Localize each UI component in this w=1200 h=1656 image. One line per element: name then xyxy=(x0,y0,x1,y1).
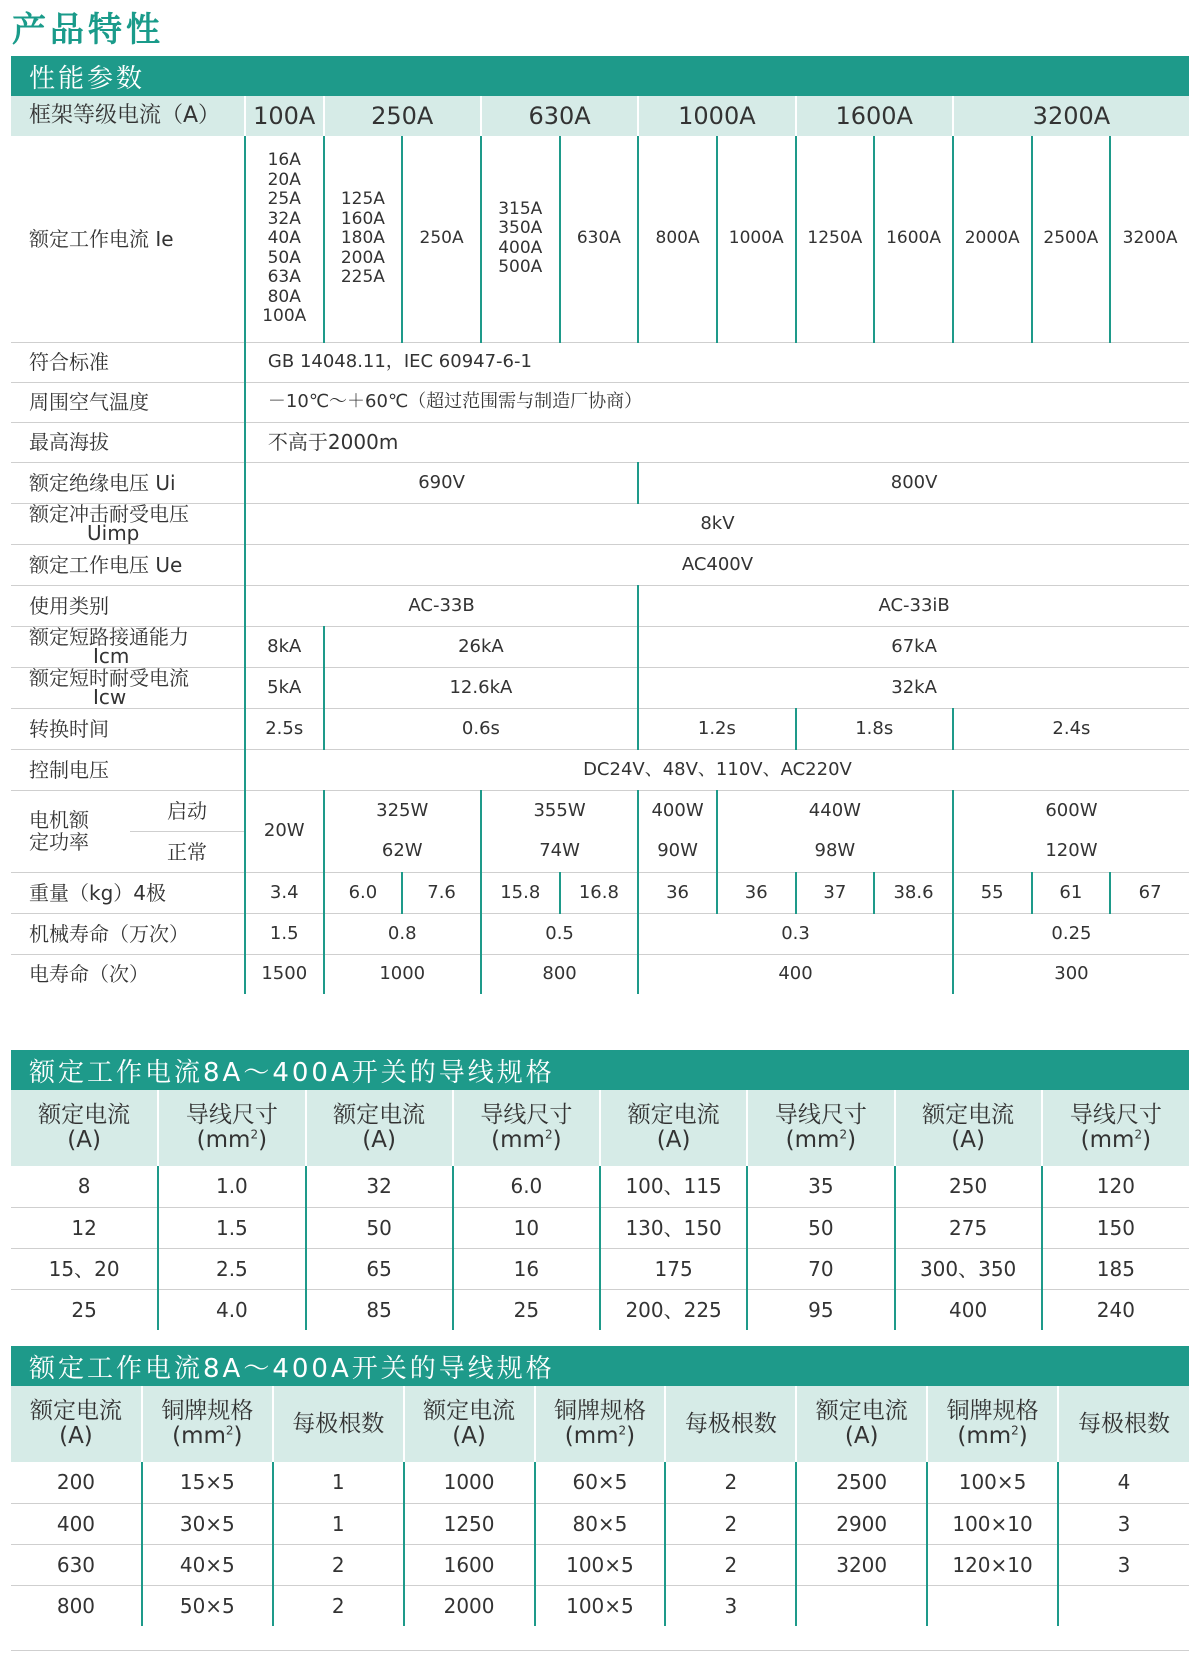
wire-size-cell: 120 xyxy=(1042,1166,1189,1207)
electrical-life-value: 300 xyxy=(1054,963,1089,985)
mechanical-life-value: 0.25 xyxy=(953,913,1189,954)
wire-size-cell: 2.5 xyxy=(158,1248,305,1289)
wire-header-size: 导线尺寸 $(mm^2)$ xyxy=(453,1090,600,1166)
wire-current-cell: 8 xyxy=(11,1166,158,1207)
electrical-life-row xyxy=(11,954,1189,994)
ie-label: 额定工作电流 Ie xyxy=(11,136,245,342)
busbar-count-cell: 2 xyxy=(665,1544,796,1585)
busbar-header-count: 每极根数 xyxy=(665,1386,796,1462)
wire-row xyxy=(11,1289,1189,1330)
temperature-label: 周围空气温度 xyxy=(11,382,245,422)
weight-value: 6.0 xyxy=(324,872,403,913)
wire-current-cell: 100、115 xyxy=(600,1166,747,1207)
spec-table xyxy=(11,96,1189,994)
frame-value: 630A xyxy=(481,96,638,136)
ie-value: 16A 20A 25A 32A 40A 50A 63A 80A 100A xyxy=(245,136,324,342)
busbar-header-count: 每极根数 xyxy=(1058,1386,1189,1462)
busbar-spec-cell: 50×5 xyxy=(142,1585,273,1626)
ie-value: 2000A xyxy=(953,136,1032,342)
frame-label: 框架等级电流（A） xyxy=(11,96,245,136)
busbar-spec-cell: 100×5 xyxy=(535,1544,666,1585)
wire-header-size: 导线尺寸 $(mm^2)$ xyxy=(1042,1090,1189,1166)
wire-current-cell: 12 xyxy=(11,1207,158,1248)
wire-header-size: 导线尺寸 $(mm^2)$ xyxy=(158,1090,305,1166)
busbar-current-cell: 2000 xyxy=(404,1585,535,1626)
motor-normal-value: 62W xyxy=(324,831,481,872)
ue-row xyxy=(11,544,1189,585)
busbar-header-count: 每极根数 xyxy=(273,1386,404,1462)
busbar-spec-cell: 60×5 xyxy=(535,1462,666,1503)
weight-value: 37 xyxy=(796,872,875,913)
page-title: 产品特性 xyxy=(12,10,164,50)
motor-normal-value: 74W xyxy=(481,831,638,872)
switch-time-value: 1.2s xyxy=(638,708,795,749)
icw-row xyxy=(11,667,1189,708)
wire-current-cell: 275 xyxy=(895,1207,1042,1248)
busbar-header-spec: 铜牌规格 $(mm^2)$ xyxy=(927,1386,1058,1462)
weight-value: 3.4 xyxy=(245,872,324,913)
ie-value: 800A xyxy=(638,136,717,342)
busbar-count-cell xyxy=(1058,1585,1189,1626)
icw-value: 12.6kA xyxy=(324,667,639,708)
electrical-life-value: 400 xyxy=(638,954,953,994)
busbar-current-cell: 2900 xyxy=(796,1503,927,1544)
weight-value: 36 xyxy=(717,872,796,913)
busbar-header-spec: 铜牌规格 $(mm^2)$ xyxy=(535,1386,666,1462)
wire-current-cell: 25 xyxy=(11,1289,158,1330)
section-header-busbar-spec: 额定工作电流8A～400A开关的导线规格 xyxy=(11,1346,1189,1386)
busbar-spec-cell: 100×5 xyxy=(535,1585,666,1626)
category-label: 使用类别 xyxy=(11,585,245,626)
wire-row xyxy=(11,1166,1189,1207)
busbar-row xyxy=(11,1585,1189,1626)
motor-start-value: 400W xyxy=(638,790,717,831)
motor-normal-value: 90W xyxy=(638,831,717,872)
wire-size-cell: 6.0 xyxy=(453,1166,600,1207)
altitude-value: 不高于2000m xyxy=(245,422,1189,462)
motor-start-label: 启动 xyxy=(130,790,245,831)
busbar-count-cell: 3 xyxy=(1058,1544,1189,1585)
busbar-spec-table xyxy=(11,1386,1189,1626)
icm-label: 额定短路接通能力 Icm xyxy=(11,626,245,667)
wire-current-cell: 15、20 xyxy=(11,1248,158,1289)
wire-current-cell: 65 xyxy=(306,1248,453,1289)
busbar-current-cell: 1000 xyxy=(404,1462,535,1503)
motor-start-row xyxy=(11,790,1189,831)
control-voltage-row xyxy=(11,749,1189,790)
weight-value: 7.6 xyxy=(402,872,481,913)
motor-common-value: 20W xyxy=(245,790,324,872)
weight-value: 61 xyxy=(1032,872,1111,913)
busbar-current-cell: 3200 xyxy=(796,1544,927,1585)
mechanical-life-value: 0.3 xyxy=(638,913,953,954)
busbar-count-cell: 2 xyxy=(665,1503,796,1544)
ie-value: 2500A xyxy=(1032,136,1111,342)
busbar-spec-cell: 100×5 xyxy=(927,1462,1058,1503)
wire-header-size: 导线尺寸 $(mm^2)$ xyxy=(747,1090,894,1166)
weight-value: 67 xyxy=(1110,872,1189,913)
ie-value: 630A xyxy=(560,136,639,342)
busbar-header-spec: 铜牌规格 $(mm^2)$ xyxy=(142,1386,273,1462)
wire-current-cell: 300、350 xyxy=(895,1248,1042,1289)
wire-size-cell: 10 xyxy=(453,1207,600,1248)
weight-value: 15.8 xyxy=(481,872,560,913)
wire-current-cell: 200、225 xyxy=(600,1289,747,1330)
motor-normal-label: 正常 xyxy=(130,831,245,872)
wire-size-cell: 240 xyxy=(1096,1297,1135,1322)
electrical-life-label: 电寿命（次） xyxy=(11,954,245,994)
electrical-life-value: 1000 xyxy=(324,954,481,994)
ie-value: 3200A xyxy=(1110,136,1189,342)
busbar-spec-cell: 30×5 xyxy=(142,1503,273,1544)
category-value: AC-33B xyxy=(245,585,638,626)
wire-size-cell: 4.0 xyxy=(158,1289,305,1330)
ue-label: 额定工作电压 Ue xyxy=(11,544,245,585)
electrical-life-value: 1500 xyxy=(245,954,324,994)
busbar-row xyxy=(11,1544,1189,1585)
icm-value: 8kA xyxy=(245,626,324,667)
busbar-row xyxy=(11,1503,1189,1544)
wire-current-cell: 32 xyxy=(306,1166,453,1207)
wire-size-cell: 16 xyxy=(453,1248,600,1289)
ie-value: 125A 160A 180A 200A 225A xyxy=(324,136,403,342)
busbar-count-cell: 1 xyxy=(273,1462,404,1503)
busbar-header-row xyxy=(11,1386,1189,1462)
control-voltage-value: DC24V、48V、110V、AC220V xyxy=(245,749,1189,790)
switch-time-value: 0.6s xyxy=(324,708,639,749)
busbar-header-current: 额定电流 (A) xyxy=(796,1386,927,1462)
icw-value: 5kA xyxy=(245,667,324,708)
wire-header-current: 额定电流 (A) xyxy=(306,1090,453,1166)
busbar-current-cell: 800 xyxy=(11,1585,142,1626)
category-row xyxy=(11,585,1189,626)
ie-value: 1250A xyxy=(796,136,875,342)
icm-row xyxy=(11,626,1189,667)
motor-start-value: 440W xyxy=(717,790,953,831)
switch-time-value: 2.5s xyxy=(245,708,324,749)
wire-size-cell: 1.0 xyxy=(158,1166,305,1207)
busbar-count-cell: 2 xyxy=(273,1585,404,1626)
mechanical-life-value: 0.5 xyxy=(481,913,638,954)
wire-size-cell: 95 xyxy=(747,1289,894,1330)
uimp-value: 8kV xyxy=(245,503,1189,544)
icm-value: 67kA xyxy=(638,626,1189,667)
ie-value: 250A xyxy=(402,136,481,342)
ue-value: AC400V xyxy=(245,544,1189,585)
ie-value: 1000A xyxy=(717,136,796,342)
uimp-row xyxy=(11,503,1189,544)
weight-value: 36 xyxy=(638,872,717,913)
mechanical-life-label: 机械寿命（万次） xyxy=(11,913,245,954)
icm-value: 26kA xyxy=(324,626,639,667)
wire-current-cell: 250 xyxy=(895,1166,1042,1207)
wire-header-current: 额定电流 (A) xyxy=(11,1090,158,1166)
busbar-current-cell: 630 xyxy=(11,1544,142,1585)
busbar-count-cell: 3 xyxy=(1058,1503,1189,1544)
wire-size-cell: 185 xyxy=(1042,1248,1189,1289)
wire-spec-table xyxy=(11,1090,1189,1330)
uimp-label: 额定冲击耐受电压 Uimp xyxy=(11,503,245,544)
busbar-header-current: 额定电流 (A) xyxy=(404,1386,535,1462)
ie-value: 1600A xyxy=(874,136,953,342)
motor-normal-row xyxy=(11,831,1189,872)
busbar-spec-cell: 15×5 xyxy=(142,1462,273,1503)
busbar-spec-cell xyxy=(927,1585,1058,1626)
category-value: AC-33iB xyxy=(638,585,1189,626)
frame-value: 1600A xyxy=(796,96,953,136)
busbar-current-cell: 2500 xyxy=(796,1462,927,1503)
wire-current-cell: 400 xyxy=(895,1289,1042,1330)
wire-size-cell: 70 xyxy=(747,1248,894,1289)
icw-value: 32kA xyxy=(638,667,1189,708)
busbar-spec-cell: 100×10 xyxy=(927,1503,1058,1544)
icw-label: 额定短时耐受电流 Icw xyxy=(11,667,245,708)
busbar-count-cell: 2 xyxy=(665,1462,796,1503)
busbar-count-cell: 3 xyxy=(665,1585,796,1626)
mechanical-life-value: 0.8 xyxy=(324,913,481,954)
standard-label: 符合标准 xyxy=(11,342,245,382)
busbar-current-cell: 1250 xyxy=(404,1503,535,1544)
busbar-spec-cell: 80×5 xyxy=(535,1503,666,1544)
frame-value: 100A xyxy=(245,96,324,136)
wire-size-cell: 150 xyxy=(1042,1207,1189,1248)
mechanical-life-value: 1.5 xyxy=(245,913,324,954)
altitude-row xyxy=(11,422,1189,462)
ui-label: 额定绝缘电压 Ui xyxy=(11,462,245,503)
busbar-count-cell: 1 xyxy=(273,1503,404,1544)
motor-power-label: 电机额 定功率 xyxy=(11,790,130,872)
wire-header-current: 额定电流 (A) xyxy=(895,1090,1042,1166)
switch-time-row xyxy=(11,708,1189,749)
weight-row xyxy=(11,872,1189,913)
altitude-label: 最高海拔 xyxy=(11,422,245,462)
wire-row xyxy=(11,1207,1189,1248)
mechanical-life-row xyxy=(11,913,1189,954)
temperature-row xyxy=(11,382,1189,422)
wire-current-cell: 85 xyxy=(306,1289,453,1330)
control-voltage-label: 控制电压 xyxy=(11,749,245,790)
section-header-wire-spec: 额定工作电流8A～400A开关的导线规格 xyxy=(11,1050,1189,1090)
motor-normal-value: 98W xyxy=(717,831,953,872)
weight-value: 55 xyxy=(953,872,1032,913)
wire-row xyxy=(11,1248,1189,1289)
busbar-spec-cell: 40×5 xyxy=(142,1544,273,1585)
wire-size-cell: 25 xyxy=(453,1289,600,1330)
bottom-rule xyxy=(11,1650,1189,1651)
busbar-spec-cell: 120×10 xyxy=(927,1544,1058,1585)
busbar-count-cell: 2 xyxy=(273,1544,404,1585)
weight-value: 38.6 xyxy=(874,872,953,913)
switch-time-value: 1.8s xyxy=(796,708,953,749)
busbar-current-cell: 200 xyxy=(11,1462,142,1503)
wire-header-current: 额定电流 (A) xyxy=(600,1090,747,1166)
busbar-current-cell: 1600 xyxy=(404,1544,535,1585)
weight-label: 重量（kg）4极 xyxy=(11,872,245,913)
motor-start-value: 355W xyxy=(481,790,638,831)
standard-value: GB 14048.11，IEC 60947-6-1 xyxy=(245,342,1189,382)
ie-row xyxy=(11,136,1189,342)
frame-value: 3200A xyxy=(953,96,1189,136)
frame-value: 1000A xyxy=(638,96,795,136)
temperature-value: －10℃～＋60℃（超过范围需与制造厂协商） xyxy=(245,382,1189,422)
wire-size-cell: 35 xyxy=(747,1166,894,1207)
wire-header-row xyxy=(11,1090,1189,1166)
ui-value: 690V xyxy=(245,462,638,503)
wire-current-cell: 130、150 xyxy=(600,1207,747,1248)
motor-start-value: 600W xyxy=(1045,799,1098,821)
busbar-current-cell: 400 xyxy=(11,1503,142,1544)
weight-value: 16.8 xyxy=(560,872,639,913)
busbar-current-cell xyxy=(796,1585,927,1626)
wire-size-cell: 1.5 xyxy=(158,1207,305,1248)
electrical-life-value: 800 xyxy=(481,954,638,994)
frame-value: 250A xyxy=(324,96,481,136)
busbar-row xyxy=(11,1462,1189,1503)
busbar-header-current: 额定电流 (A) xyxy=(11,1386,142,1462)
wire-current-cell: 50 xyxy=(306,1207,453,1248)
motor-normal-value: 120W xyxy=(953,831,1189,872)
ui-row xyxy=(11,462,1189,503)
switch-time-label: 转换时间 xyxy=(11,708,245,749)
ui-value: 800V xyxy=(638,462,1189,503)
switch-time-value: 2.4s xyxy=(953,708,1189,749)
wire-size-cell: 50 xyxy=(747,1207,894,1248)
frame-header-row xyxy=(11,96,1189,136)
standard-row xyxy=(11,342,1189,382)
ie-value: 315A 350A 400A 500A xyxy=(481,136,560,342)
motor-start-value: 325W xyxy=(324,790,481,831)
section-header-performance: 性能参数 xyxy=(11,56,1189,96)
wire-current-cell: 175 xyxy=(600,1248,747,1289)
busbar-count-cell: 4 xyxy=(1058,1462,1189,1503)
